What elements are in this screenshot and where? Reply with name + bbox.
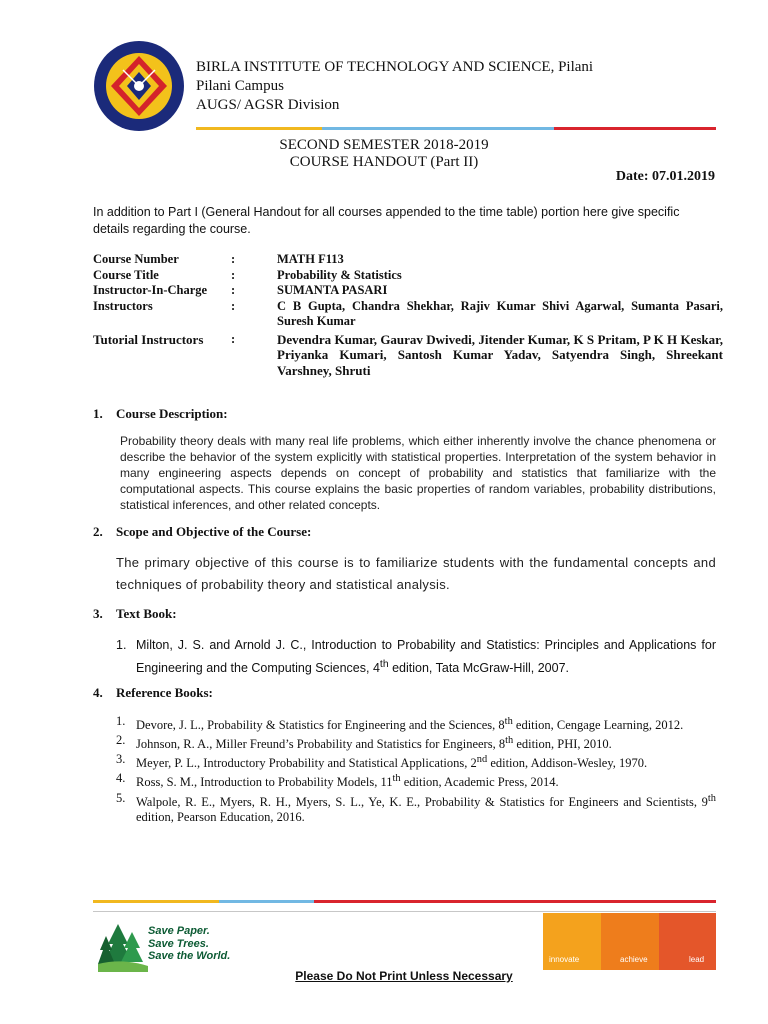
list-item	[116, 714, 716, 733]
innovate-achieve-lead-banner	[543, 913, 716, 970]
item-text: Meyer, P. L., Introductory Probability and Statistical Applications, 2	[136, 756, 477, 771]
instructors-row	[93, 299, 723, 330]
reference-books-list	[116, 714, 716, 825]
item-number: 5.	[116, 790, 126, 805]
colon: :	[231, 331, 236, 346]
item-text: Walpole, R. E., Myers, R. H., Myers, S. L., Ye, K. E., Probability & Statistics for Engineers and Scientists, 9	[136, 794, 708, 809]
course-number-row	[93, 252, 723, 268]
header-bar-blue	[322, 127, 554, 130]
item-sup: th	[392, 773, 401, 785]
header-bar-red	[554, 127, 716, 130]
instructor-in-charge-label: Instructor-In-Charge	[93, 283, 208, 297]
section-title: Text Book:	[116, 606, 177, 621]
campus-name: Pilani Campus	[196, 78, 284, 94]
slogan-line: Save Trees.	[148, 937, 209, 950]
course-title-value: Probability & Statistics	[277, 267, 402, 282]
tag-achieve: achieve	[620, 955, 648, 964]
item-text: Milton, J. S. and Arnold J. C., Introduction to Probability and Statistics: Principles and Applications for Engineering and the Computing Sciences, 4	[136, 638, 716, 676]
item-number: 2.	[116, 733, 126, 748]
scope-text: The primary objective of this course is to familiarize students with the fundamental concepts and techniques of probability theory and statistical analysis.	[116, 555, 716, 592]
item-text-end: edition, PHI, 2010.	[513, 737, 612, 752]
course-title-label: Course Title	[93, 267, 159, 282]
slogan-line: Save the World.	[148, 950, 231, 962]
list-item	[116, 791, 716, 825]
item-text-end: edition, Cengage Learning, 2012.	[512, 718, 684, 733]
colon: :	[231, 252, 236, 266]
item-sup: th	[379, 659, 389, 670]
tag-lead: lead	[689, 955, 705, 964]
item-text: Johnson, R. A., Miller Freund’s Probability and Statistics for Engineers, 8	[136, 737, 506, 752]
item-number: 1.	[116, 714, 126, 728]
footer-bar-gray	[93, 911, 716, 912]
item-text: Devore, J. L., Probability & Statistics for Engineering and the Sciences, 8	[136, 718, 505, 733]
section-title: Reference Books:	[116, 685, 213, 700]
bits-logo	[93, 40, 185, 132]
institute-header	[196, 58, 593, 115]
section-number: 1.	[93, 406, 103, 421]
institute-name: BIRLA INSTITUTE OF TECHNOLOGY AND SCIENCE, Pilani	[196, 59, 594, 75]
list-item	[116, 733, 716, 752]
semester-title: SECOND SEMESTER 2018-2019	[279, 137, 489, 153]
instructor-in-charge-row	[93, 283, 723, 299]
item-text-end: edition, Addison-Wesley, 1970.	[487, 756, 648, 771]
section-title: Scope and Objective of the Course:	[116, 524, 312, 539]
section-title: Course Description:	[116, 406, 228, 421]
footer-bar-yellow	[93, 900, 219, 903]
list-item	[116, 771, 716, 790]
tutorial-instructors-row	[93, 332, 723, 379]
course-description-text: Probability theory deals with many real life problems, which either inherently involve the chance phenomena or describe the behavior of the system explicitly with statistical properties. Interpretation of the system behavior in many engineering aspects depends on concept of probability and statistics that familiarize with the computational aspects. This course explains the basic properties of random variables, probability distributions, statistical inferences, and other related concepts.	[120, 434, 716, 512]
section-number: 4.	[93, 685, 103, 700]
item-text: Ross, S. M., Introduction to Probability Models, 11	[136, 775, 393, 790]
section-scope	[93, 524, 311, 540]
section-reference-books	[93, 685, 213, 701]
save-paper-slogan	[148, 925, 230, 963]
course-info-table	[93, 252, 723, 378]
tutorial-instructors-value: Devendra Kumar, Gaurav Dwivedi, Jitender Kumar, K S Pritam, P K H Keskar, Priyanka Kumari, Santosh Kumar Yadav, Satyendra Singh, Shreekant Varshney, Shruti	[277, 331, 723, 378]
course-title-row	[93, 268, 723, 284]
course-number-label: Course Number	[93, 252, 179, 266]
instructors-value: C B Gupta, Chandra Shekhar, Rajiv Kumar Shivi Agarwal, Sumanta Pasari, Suresh Kumar	[277, 298, 723, 328]
list-item	[116, 636, 716, 678]
header-bar-yellow	[196, 127, 322, 130]
item-sup: th	[505, 735, 514, 747]
course-number-value: MATH F113	[277, 252, 344, 266]
section-text-book	[93, 606, 177, 622]
item-text-end: edition, Academic Press, 2014.	[400, 775, 559, 790]
item-number: 4.	[116, 771, 126, 786]
instructors-label: Instructors	[93, 298, 153, 313]
section-course-description	[93, 406, 228, 422]
print-notice: Please Do Not Print Unless Necessary	[295, 969, 513, 983]
instructor-in-charge-value: SUMANTA PASARI	[277, 283, 388, 297]
colon: :	[231, 267, 236, 282]
section-number: 2.	[93, 524, 103, 539]
item-text-end: edition, Pearson Education, 2016.	[136, 809, 305, 824]
intro-paragraph: In addition to Part I (General Handout for all courses appended to the time table) portion here give specific details regarding the course.	[93, 205, 680, 236]
colon: :	[231, 283, 236, 297]
item-text-end: edition, Tata McGraw-Hill, 2007.	[388, 661, 570, 676]
handout-date: Date: 07.01.2019	[615, 169, 715, 184]
handout-title: COURSE HANDOUT (Part II)	[289, 154, 479, 170]
item-sup: th	[707, 792, 716, 804]
item-number: 3.	[116, 752, 126, 767]
footer-bar-red	[314, 900, 716, 903]
item-sup: th	[504, 716, 513, 727]
division-name: AUGS/ AGSR Division	[196, 97, 340, 113]
list-item	[116, 752, 716, 771]
item-sup: nd	[476, 754, 488, 766]
tag-innovate: innovate	[549, 955, 580, 964]
slogan-line: Save Paper.	[148, 925, 210, 937]
text-book-list	[116, 636, 716, 678]
colon: :	[231, 298, 236, 313]
section-number: 3.	[93, 606, 103, 621]
tutorial-instructors-label: Tutorial Instructors	[93, 331, 204, 347]
footer-bar-blue	[219, 900, 314, 903]
item-number: 1.	[116, 638, 127, 652]
